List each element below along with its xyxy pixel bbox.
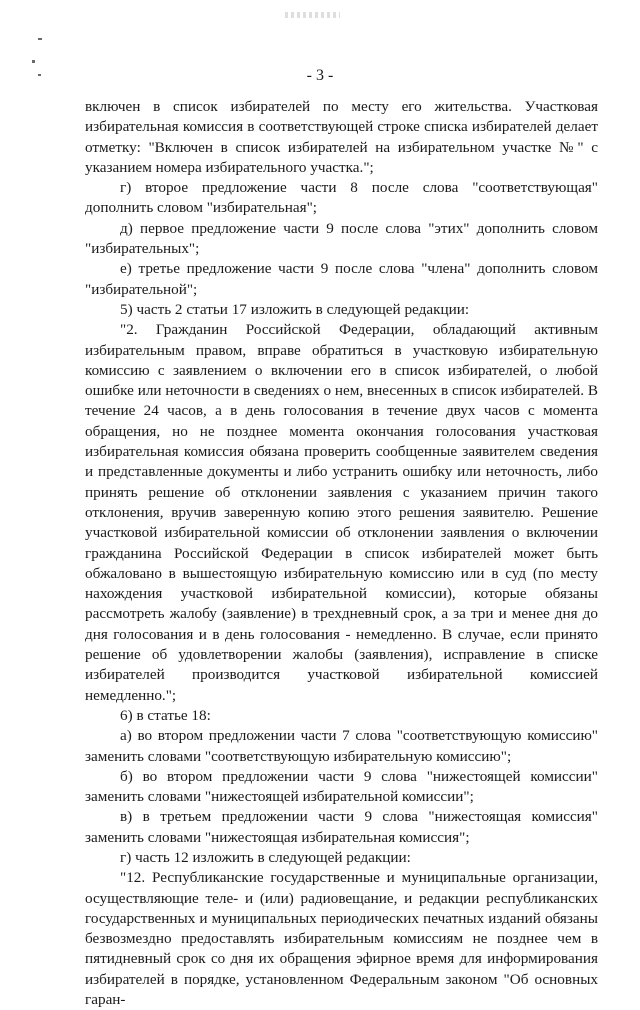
paragraph: 6) в статье 18:: [120, 706, 211, 724]
scan-speck: [38, 38, 42, 40]
paragraph: в) в третьем предложении части 9 слова "нижестоящая комиссия" заменить словами "нижестоящая избирательная комиссия";: [85, 808, 598, 846]
paragraph: е) третье предложение части 9 после слова "члена" дополнить словом "избирательной";: [85, 260, 598, 298]
paragraph: д) первое предложение части 9 после слова "этих" дополнить словом "избирательных";: [85, 219, 598, 258]
paragraph: а) во втором предложении части 7 слова "соответствующую комиссию" заменить словами "соответствующую избирательную комиссию";: [85, 727, 598, 765]
document-body: [85, 97, 598, 1010]
paragraph: 5) часть 2 статьи 17 изложить в следующей редакции:: [120, 300, 470, 318]
paragraph: г) часть 12 изложить в следующей редакции:: [120, 848, 411, 866]
scan-speck: [32, 60, 35, 63]
paragraph: г) второе предложение части 8 после слова "соответствующая" дополнить словом "избирательная";: [85, 179, 598, 217]
paragraph: "2. Гражданин Российской Федерации, обладающий активным избирательным правом, вправе обратиться в участковую избирательную комиссию с заявлением о включении его в список избирателей, о любой ошибке или неточности в сведениях о нем, внесенных в список избирателей. В течение 24 часов, а в день голосования в течение двух часов с момента обращения, но не позднее момента окончания голосования участковая избирательная комиссия обязана проверить сообщенные заявителем сведения и представленные документы и либо устранить ошибку или неточность, либо принять решение об отклонении заявления с указанием причин такого отклонения, вручив заверенную копию этого решения заявителю. Решение участковой избирательной комиссии об отклонении заявления о включении гражданина Российской Федерации в список избирателей может быть обжаловано в вышестоящую избирательную комиссию или в суд (по месту нахождения участковой избирательной комиссии), которые обязаны рассмотреть жалобу (заявление) в трехдневный срок, а за три и менее дня до дня голосования и в день голосования - немедленно. В случае, если принято решение об удовлетворении жалобы (заявления), исправление в списке избирателей производится участковой избирательной комиссией немедленно.";: [85, 321, 598, 704]
paragraph-continuation: включен в список избирателей по месту его жительства. Участковая избирательная комиссия в соответствующей строке списка избирателей делает отметку: "Включен в список избирателей на избирательном участке №" с указанием номера избирательного участка.";: [85, 98, 598, 176]
paragraph: б) во втором предложении части 9 слова "нижестоящей комиссии" заменить словами "нижестоящей избирательной комиссии";: [85, 767, 598, 806]
paragraph: "12. Республиканские государственные и муниципальные организации, осуществляющие теле- и (или) радиовещание, и редакции республиканских государственных и муниципальных периодических печатных изданий обязаны безвозмездно предоставлять избирательным комиссиям не позднее чем в пятидневный срок со дня их обращения эфирное время для информирования избирателей в порядке, установленном Федеральным законом "Об основных гаран-: [85, 869, 598, 1009]
scan-artifact: [285, 12, 340, 18]
page-number: - 3 -: [306, 67, 334, 84]
